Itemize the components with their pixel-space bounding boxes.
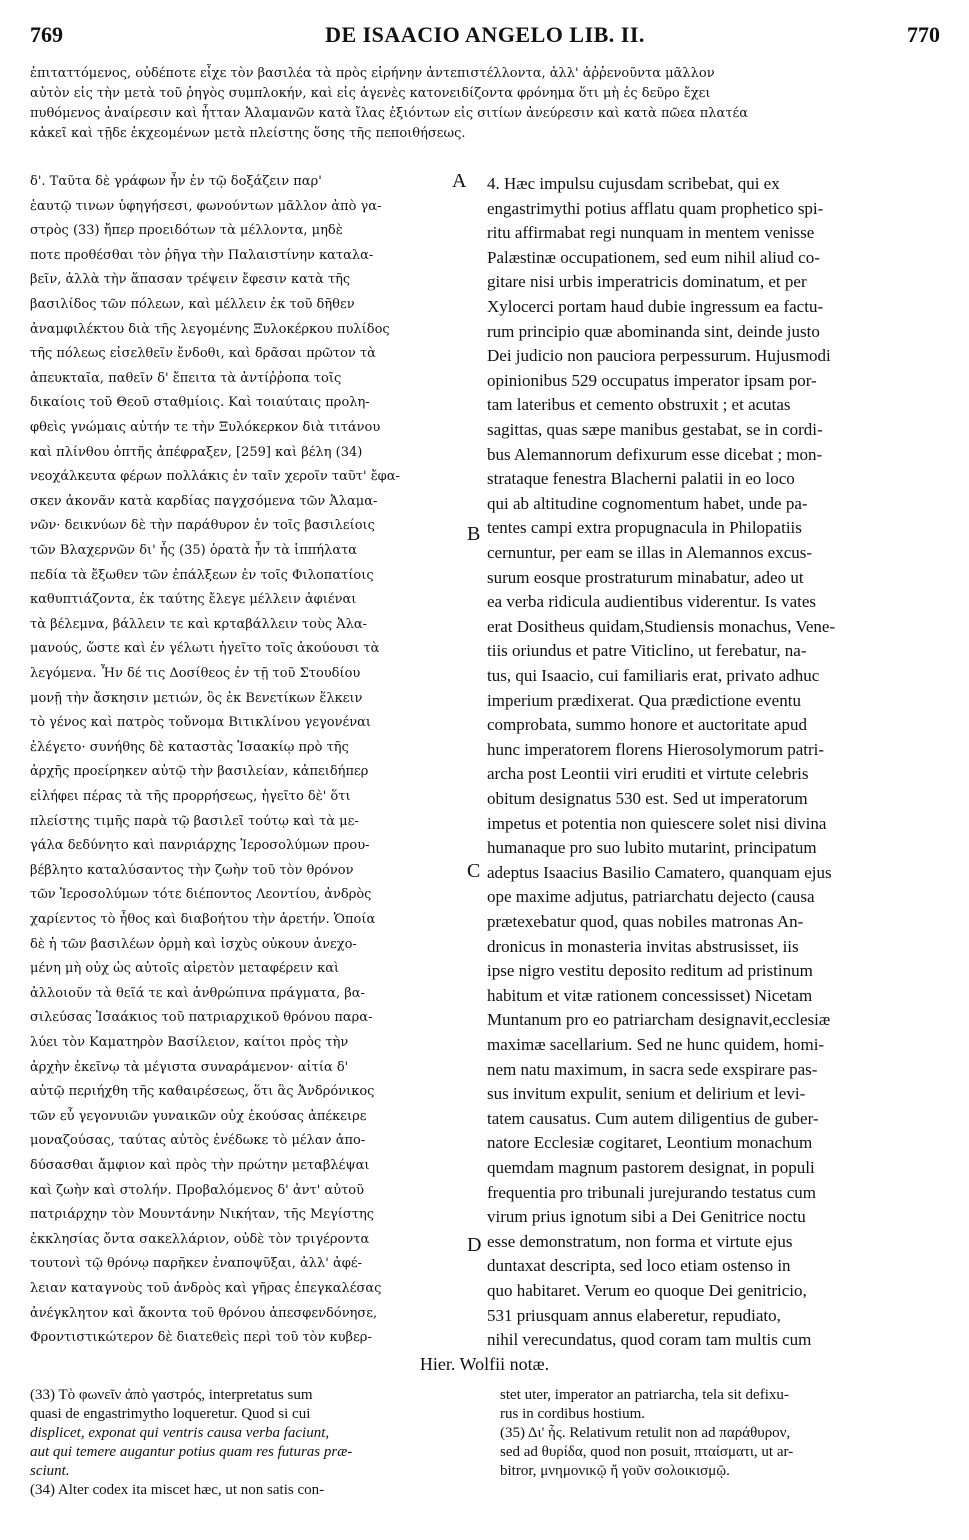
latin-line: esse demonstratum, non forma et virtute ejus <box>487 1231 793 1251</box>
latin-line: Muntanum pro eo patriarcham designavit,ecclesiæ <box>487 1010 831 1030</box>
latin-line: Xylocerci portam haud dubie ingressum ea factu- <box>487 297 824 316</box>
greek-line: ἐκκλησίας ὄντα σακελλάριον, οὐδὲ τὸν τριγέροντα <box>30 1231 370 1247</box>
note-line: quasi de engastrimytho loqueretur. Quod si cui <box>30 1406 311 1422</box>
greek-line: τῆς πόλεως εἰσελθεῖν ἔνδοθι, καὶ δρᾶσαι πρῶτον τὰ <box>30 346 376 362</box>
greek-line: πλείστης τιμῆς παρὰ τῷ βασιλεῖ τούτῳ καὶ τὰ με- <box>30 813 359 829</box>
greek-line: νῶν· δεικνύων δὲ τὴν παράθυρον ἐν τοῖς βασιλείοις <box>30 518 375 534</box>
greek-line: λύει τὸν Καματηρὸν Βασίλειον, καίτοι πρὸς τὴν <box>30 1035 349 1050</box>
margin-letter-c: C <box>467 860 481 882</box>
latin-line: Palæstinæ occupationem, sed eum nihil aliud co- <box>487 247 820 267</box>
greek-line: πυθόμενος ἀναίρεσιν καὶ ἧτταν Ἀλαμανῶν κατὰ ἴλας ἐξιόντων εἰς σιτίων ἀνεύρεσιν καὶ κατὰ πῶεα πλατέα <box>30 106 749 121</box>
latin-line: sagittas, quas sæpe manibus gestabat, se in cordi- <box>487 420 823 439</box>
latin-line: virum prius ignotum sibi a Dei Genitrice noctu <box>487 1207 806 1227</box>
latin-line: ipse nigro vestitu deposito reditum ad pristinum <box>487 961 813 981</box>
latin-line: prætexebatur quod, quas nobiles matronas An- <box>487 912 804 931</box>
greek-line: τὸ γένος καὶ πατρὸς τοὔνομα Βιτικλίνου γεγονέναι <box>30 715 372 731</box>
greek-line: αὐτὸν εἰς τὴν μετὰ τοῦ ῥηγὸς συμπλοκήν, καὶ εἰς ἀγενὲς κατονειδίζοντα φρόνημα ὅτι μὴ ἐς δεῦρο ἔχει <box>30 86 711 101</box>
greek-line: ποτε προθέσθαι τὸν ῥῆγα τὴν Παλαιστίνην καταλα- <box>30 247 374 263</box>
latin-line: rum principio quæ abominanda sint, deinde justo <box>487 321 820 341</box>
greek-line: μένη μὴ οὐχ ὡς αὐτοῖς αἱρετὸν μεταφέρειν καὶ <box>30 961 340 977</box>
greek-line: μανούς, ὥστε καὶ ἐν γέλωτι ἡγεῖτο τοῖς ἀκούουσι τὰ <box>30 641 380 657</box>
note-line: (34) Alter codex ita miscet hæc, ut non satis con- <box>30 1482 325 1498</box>
greek-line: βασιλίδος τῶν πόλεων, καὶ μέλλειν ἐκ τοῦ δῆθεν <box>30 297 355 312</box>
greek-line: τὰ βέλεμνα, βάλλειν τε καὶ κρταβάλλειν τοὺς Ἀλα- <box>30 616 368 632</box>
latin-line: ritu affirmabat regi nunquam in mentem venisse <box>487 223 815 243</box>
latin-line: imperium prædixerat. Qua prædictione eventu <box>487 690 801 710</box>
greek-line: βεῖν, ἀλλὰ τὴν ἅπασαν τρέψειν ἔφεσιν κατὰ τῆς <box>30 272 351 288</box>
note-line: aut qui temere augantur potius quam res futuras præ- <box>30 1444 353 1460</box>
greek-line: ἑαυτῷ τινων ὑφηγήσεσι, φωνούντων μᾶλλον ἀπὸ γα- <box>30 198 382 214</box>
greek-line: ἀρχὴν ἐκεῖνῳ τὰ μέγιστα συναράμενον· αἰτία δ' <box>30 1059 349 1075</box>
greek-line: Φροντιστικώτερον δὲ διατεθεὶς περὶ τοῦ τὸν κυβερ- <box>30 1330 372 1346</box>
latin-line: engastrimythi potius afflatu quam prophetico spi- <box>487 198 824 218</box>
latin-line: natore Ecclesiæ cogitaret, Leontium monachum <box>487 1133 813 1153</box>
note-line: sciunt. <box>30 1463 70 1479</box>
notes-title: Hier. Wolfii notæ. <box>419 1354 550 1374</box>
latin-line: ea verba ridicula audientibus viderentur. Is vates <box>487 592 817 612</box>
latin-line: tiis oriundus et patre Viticlino, ut ferebatur, na- <box>487 641 807 661</box>
greek-line: πατριάρχην τὸν Μουντάνην Νικήταν, τῆς Μεγίστης <box>30 1207 375 1223</box>
greek-line: λειαν καταγνοὺς τοῦ ἀνδρὸς καὶ γῆρας ἐπεγκαλέσας <box>30 1281 382 1296</box>
greek-line: εἰλήφει πέρας τὰ τῆς προρρήσεως, ἡγεῖτο δὲ' ὅτι <box>30 789 351 804</box>
latin-line: tam lateribus et cemento obstruxit ; et acutas <box>487 395 791 415</box>
greek-line: καὶ πλίνθου ὀπτῆς ἀπέφραξεν, [259] καὶ βέλη (34) <box>30 444 363 460</box>
latin-line: comprobata, summo honore et auctoritate apud <box>487 715 808 735</box>
note-line: rus in cordibus hostium. <box>500 1406 645 1422</box>
note-line: (35) Δι' ἧς. Relativum retulit non ad παράθυρον, <box>500 1425 791 1441</box>
greek-line: μονῇ τὴν ἄσκησιν μετιών, ὃς ἐκ Βενετίκων ἕλκειν <box>30 690 363 706</box>
greek-line: ἀνέγκλητον καὶ ἄκοντα τοῦ θρόνου ἀπεσφενδόνησε, <box>30 1305 378 1321</box>
latin-line: maximæ sacellarium. Sed ne hunc quidem, homi- <box>487 1035 825 1054</box>
latin-line: 4. Hæc impulsu cujusdam scribebat, qui ex <box>487 174 780 193</box>
greek-line: τῶν Ἱεροσολύμων τότε διέποντος Λεοντίου, ἀνδρὸς <box>30 887 372 903</box>
latin-line: impetus et potentia non quiescere solet nisi divina <box>487 813 827 833</box>
greek-line: αὐτῷ περιήχθη τῆς καθαιρέσεως, ὅτι ἃς Ἀνδρόνικος <box>30 1084 375 1100</box>
note-line: displicet, exponat qui ventris causa verba faciunt, <box>30 1425 330 1441</box>
note-line: bitror, μνημονικῷ ἤ γοῦν σολοικισμῷ. <box>500 1463 730 1479</box>
greek-line: σιλεύσας Ἰσαάκιος τοῦ πατριαρχικοῦ θρόνου παρα- <box>30 1010 373 1026</box>
greek-line: δικαίοις τοῦ Θεοῦ σταθμίοις. Καὶ τοιαύταις προλη- <box>30 395 370 411</box>
greek-line: βέβλητο καταλύσαντος τὴν ζωὴν τοῦ τὸν θρόνον <box>30 862 354 878</box>
page-number-right: 770 <box>907 22 940 47</box>
greek-line: δὲ ἡ τῶν βασιλέων ὁρμὴ καὶ ἰσχὺς οὐκουν ἀνεχο- <box>30 936 357 952</box>
greek-line: δ'. Ταῦτα δὲ γράφων ἦν ἐν τῷ δοξάζειν παρ' <box>30 174 322 189</box>
greek-line: μοναζούσας, ταύτας αὐτὸς ἐνέδωκε τὸ μέλαν ἀπο- <box>30 1133 366 1149</box>
latin-line: tentes campi extra propugnacula in Philopatiis <box>487 518 802 538</box>
latin-line: habitum et vitæ rationem concessisset) Nicetam <box>487 985 813 1005</box>
latin-line: erat Dositheus quidam,Studiensis monachus, Vene- <box>487 616 836 636</box>
page-header <box>30 22 940 52</box>
greek-line: ἐλέγετο· συνήθης δὲ καταστὰς Ἰσαακίῳ πρὸ τῆς <box>30 739 349 755</box>
greek-line: ἀπευκταῖα, παθεῖν δ' ἔπειτα τὰ ἀντίῤῥοπα τοῖς <box>30 370 342 386</box>
latin-line: nem natu maximum, in sacra sede exspirare pas- <box>487 1059 818 1079</box>
greek-line: ἀλλοιοῦν τὰ θεῖά τε καὶ ἀνθρώπινα πράγματα, βα- <box>30 985 365 1001</box>
latin-line: humanaque pro suo lubito mutarint, principatum <box>487 838 817 858</box>
latin-line: duntaxat descripta, sed loco etiam ostenso in <box>487 1256 791 1276</box>
greek-line: κἀκεῖ καὶ τῇδε ἐκχεομένων μετὰ πλείστης ὅσης τῆς πεποιθήσεως. <box>30 126 466 141</box>
latin-line: sus invitum expulit, senium et delirium et levi- <box>487 1084 806 1104</box>
greek-line: χαρίεντος τὸ ἦθος καὶ διαβοήτου τὴν ἀρετήν. Ὁποία <box>30 912 376 927</box>
latin-line: opinionibus 529 occupatus imperator ipsam por- <box>487 370 817 390</box>
latin-line: qui ab altitudine cognomentum habet, unde pa- <box>487 493 808 513</box>
greek-line: καθυπτιάζοντα, ἐκ ταύτης ἔλεγε μέλλειν ἀφιέναι <box>30 592 357 608</box>
greek-line: τῶν Βλαχερνῶν δι' ἧς (35) ὁρατὰ ἦν τὰ ἱππήλατα <box>30 543 358 558</box>
latin-line: ope maxime adjutus, patriarchatu dejecto (causa <box>487 887 815 907</box>
latin-line: cernuntur, per eam se illas in Alemannos excus- <box>487 543 813 562</box>
latin-line: quemdam magnum pastorem designat, in populi <box>487 1158 815 1177</box>
greek-line: γάλα δεδύνητο καὶ πανριάρχης Ἱεροσολύμων πρου- <box>30 838 370 854</box>
latin-line: adeptus Isaacius Basilio Camatero, quanquam ejus <box>487 862 832 882</box>
greek-line: πεδία τὰ ἔξωθεν τῶν ἐπάλξεων ἐν τοῖς Φιλοπατίοις <box>30 567 374 583</box>
latin-line: nihil verecundatus, quod coram tam multis cum <box>487 1330 812 1350</box>
latin-line: frequentia pro tribunali jurejurando testatus cum <box>487 1182 817 1202</box>
greek-line: ἐπιταττόμενος, οὐδέποτε εἶχε τὸν βασιλέα τὰ πρὸς εἰρήνην ἀντεπιστέλλοντα, ἀλλ' ἀῤῥενοῦντα μᾶλλον <box>30 66 715 81</box>
latin-line: dronicus in monasteria invitas abstrusisset, iis <box>487 936 799 956</box>
page-number-left: 769 <box>30 22 63 47</box>
latin-line: 531 priusquam annus elaberetur, repudiato, <box>487 1305 781 1325</box>
latin-line: hunc imperatorem florens Hierosolymorum patri- <box>487 739 825 759</box>
latin-line: tus, qui Isaacio, cui familiaris erat, privato adhuc <box>487 666 820 685</box>
greek-line: σκεν ἀκονᾶν κατὰ καρδίας παγχσόμενα τῶν Ἀλαμα- <box>30 493 378 509</box>
latin-line: Dei judicio non pauciora perpessurum. Hujusmodi <box>487 346 831 366</box>
greek-line: φθεὶς γνώμαις αὐτήν τε τὴν Ξυλόκερκον διὰ τιτάνου <box>30 420 381 435</box>
latin-line: strataque fenestra Blacherni palatii in eo loco <box>487 469 795 489</box>
margin-letter-b: B <box>467 523 481 545</box>
margin-letter-a: A <box>452 170 467 192</box>
margin-letter-d: D <box>467 1234 482 1256</box>
latin-line: gitare nisi urbis imperatricis dominatum, et per <box>487 272 807 292</box>
greek-line: στρὸς (33) ἤπερ προειδότων τὰ μέλλοντα, μηδὲ <box>30 223 343 239</box>
latin-line: quo habitaret. Verum eo quoque Dei genitricio, <box>487 1281 807 1300</box>
greek-line: λεγόμενα. Ἦν δέ τις Δοσίθεος ἐν τῇ τοῦ Στουδίου <box>30 666 361 681</box>
running-title: DE ISAACIO ANGELO LIB. II. <box>325 22 645 47</box>
greek-line: δύσασθαι ἄμφιον καὶ πρὸς τὴν πρώτην μεταβλέψαι <box>30 1158 370 1173</box>
latin-line: surum eosque prostraturum minabatur, adeo ut <box>487 567 804 587</box>
greek-line: νεοχάλκευτα φέρων πολλάκις ἐν ταῖν χεροῖν ταῦτ' ἔφα- <box>30 469 400 485</box>
note-line: (33) Τὸ φωνεῖν ἀπὸ γαστρός, interpretatus sum <box>30 1387 313 1403</box>
greek-line: τῶν εὖ γεγονυιῶν γυναικῶν οὐχ ἑκούσας ἀπέκειρε <box>30 1108 367 1124</box>
greek-line: τουτονὶ τῷ θρόνῳ παρῆκεν ἐναποψῦξαι, ἀλλ' ἀφέ- <box>30 1256 362 1272</box>
greek-line: ἀναμφιλέκτου διὰ τῆς λεγομένης Ξυλοκέρκου πυλίδος <box>30 321 390 337</box>
latin-line: bus Alemannorum defixurum esse dicebat ; mon- <box>487 444 823 464</box>
greek-line: καὶ ζωὴν καὶ στολήν. Προβαλόμενος δ' ἀντ' αὐτοῦ <box>30 1182 365 1198</box>
latin-line: obitum designatus 530 est. Sed ut imperatorum <box>487 789 808 808</box>
note-line: stet uter, imperator an patriarcha, tela sit defixu- <box>500 1387 789 1403</box>
note-line: sed ad θυρίδα, quod non posuit, πταίσματι, ut ar- <box>500 1444 794 1460</box>
latin-line: tatem causatus. Cum autem diligentius de guber- <box>487 1108 819 1128</box>
greek-line: ἀρχῆς προείρηκεν αὐτῷ τὴν βασιλείαν, κἀπειδήπερ <box>30 764 369 780</box>
latin-line: archa post Leontii viri eruditi et virtute celebris <box>487 764 809 784</box>
